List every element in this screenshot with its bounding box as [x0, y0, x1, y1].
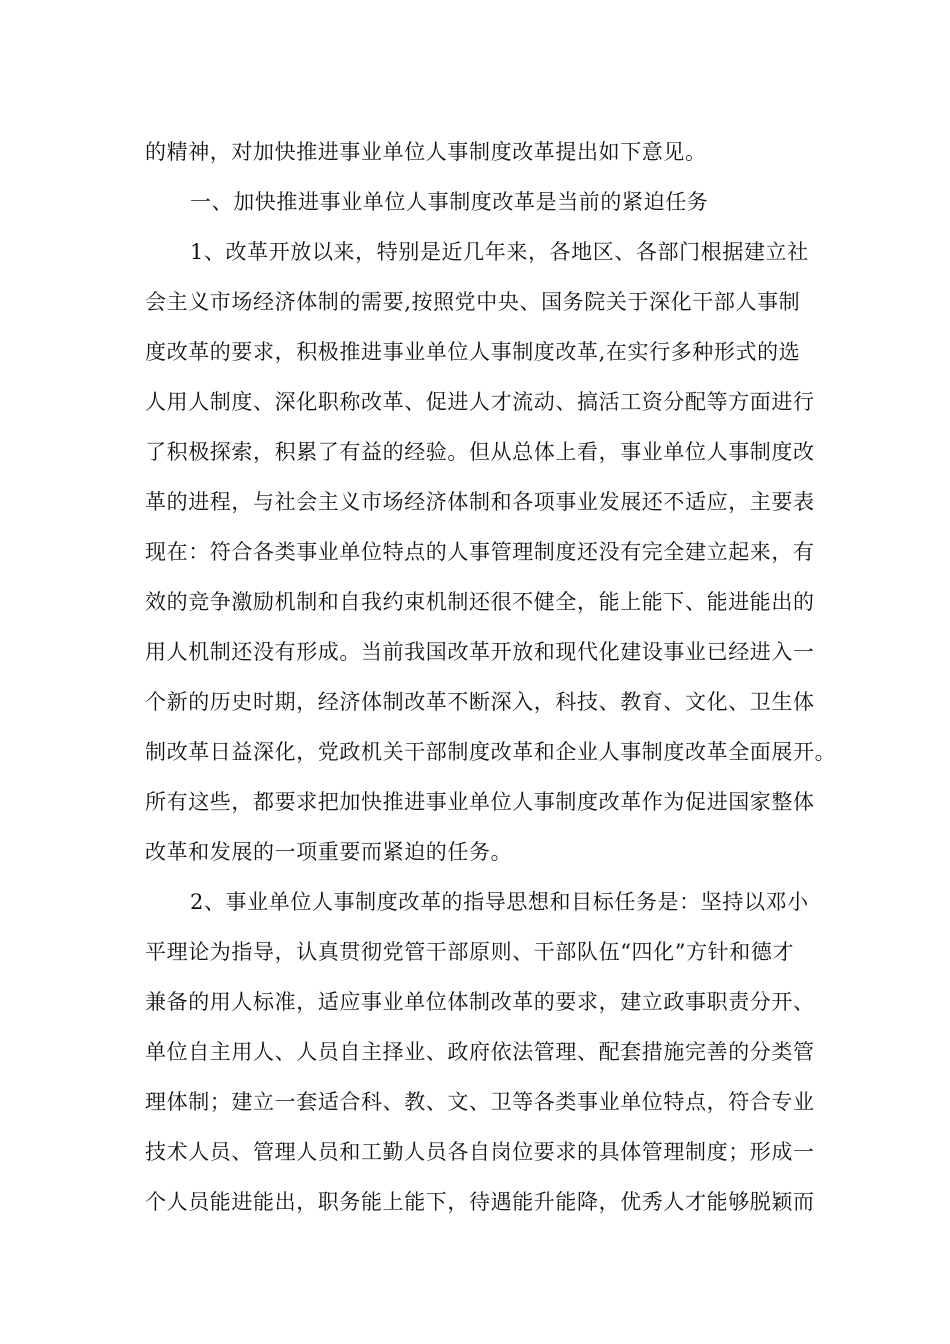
- text-line: 个新的历史时期，经济体制改革不断深入，科技、教育、文化、卫生体: [145, 690, 815, 714]
- paragraph-start: 1、改革开放以来，特别是近几年来，各地区、各部门根据建立社: [190, 240, 809, 264]
- text-line: 度改革的要求，积极推进事业单位人事制度改革,在实行多种形式的选: [145, 340, 801, 364]
- text-line: 了积极探索，积累了有益的经验。但从总体上看，事业单位人事制度改: [145, 440, 815, 464]
- text-line: 的精神，对加快推进事业单位人事制度改革提出如下意见。: [145, 140, 707, 164]
- text-line: 会主义市场经济体制的需要,按照党中央、国务院关于深化干部人事制: [145, 290, 801, 314]
- text-line: 兼备的用人标准，适应事业单位体制改革的要求，建立政事职责分开、: [145, 990, 815, 1014]
- text-line: 理体制；建立一套适合科、教、文、卫等各类事业单位特点，符合专业: [145, 1090, 815, 1114]
- text-line: 改革和发展的一项重要而紧迫的任务。: [145, 840, 513, 864]
- text-line: 效的竞争激励机制和自我约束机制还很不健全，能上能下、能进能出的: [145, 590, 815, 614]
- text-line: 所有这些，都要求把加快推进事业单位人事制度改革作为促进国家整体: [145, 790, 815, 814]
- text-line: 个人员能进能出，职务能上能下，待遇能升能降，优秀人才能够脱颖而: [145, 1190, 815, 1214]
- text-line: 用人机制还没有形成。当前我国改革开放和现代化建设事业已经进入一: [145, 640, 815, 664]
- text-line: 单位自主用人、人员自主择业、政府依法管理、配套措施完善的分类管: [145, 1040, 815, 1064]
- paragraph-start: 2、事业单位人事制度改革的指导思想和目标任务是：坚持以邓小: [190, 890, 809, 914]
- text-line: 制改革日益深化，党政机关干部制度改革和企业人事制度改革全面展开。: [145, 740, 837, 764]
- text-line: 人用人制度、深化职称改革、促进人才流动、搞活工资分配等方面进行: [145, 390, 815, 414]
- text-line: 平理论为指导，认真贯彻党管干部原则、干部队伍“四化”方针和德才: [145, 940, 795, 964]
- text-line: 现在：符合各类事业单位特点的人事管理制度还没有完全建立起来，有: [145, 540, 815, 564]
- section-heading: 一、加快推进事业单位人事制度改革是当前的紧迫任务: [190, 190, 709, 214]
- text-line: 技术人员、管理人员和工勤人员各自岗位要求的具体管理制度；形成一: [145, 1140, 815, 1164]
- text-line: 革的进程，与社会主义市场经济体制和各项事业发展还不适应，主要表: [145, 490, 815, 514]
